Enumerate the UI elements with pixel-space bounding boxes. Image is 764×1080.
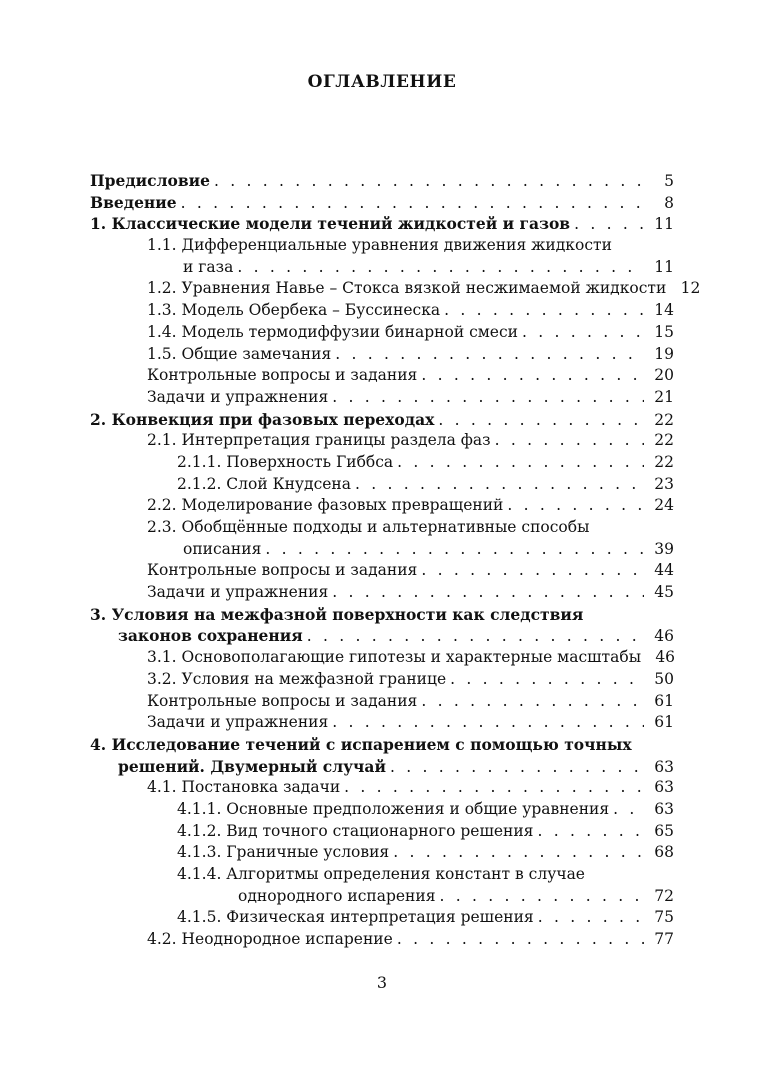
- toc-entry-title: 3.1. Основополагающие гипотезы и характерные масштабы: [147, 648, 642, 667]
- toc-leader-dots: [421, 365, 644, 387]
- toc-leader-dots: [335, 344, 644, 366]
- toc-subsection-entry[interactable]: [90, 864, 674, 907]
- toc-leader-dots: [332, 712, 644, 734]
- toc-entry-title: Задачи и упражнения: [147, 583, 329, 602]
- toc-entry-title: 1.3. Модель Обербека – Буссинеска: [147, 301, 441, 320]
- toc-section-entry[interactable]: [90, 582, 674, 604]
- toc-entry-title: 1. Классические модели течений жидкостей и газов: [90, 214, 571, 234]
- toc-page-number: 12: [680, 279, 701, 298]
- toc-section-entry[interactable]: [90, 278, 701, 300]
- toc-section-entry[interactable]: [90, 929, 674, 951]
- toc-entry-title: 2.1. Интерпретация границы раздела фаз: [147, 431, 491, 450]
- toc-leader-dots: [397, 929, 644, 951]
- toc-page-number: 50: [654, 669, 674, 688]
- toc-chapter-entry[interactable]: [90, 170, 674, 192]
- toc-leader-dots: [538, 907, 644, 929]
- toc-subsection-entry[interactable]: [90, 907, 674, 929]
- toc-page-number: 75: [654, 908, 674, 927]
- toc-page-number: 39: [654, 539, 674, 558]
- toc-section-entry[interactable]: [90, 365, 674, 387]
- toc-page-number: 24: [654, 496, 674, 515]
- toc-page-number: 61: [654, 713, 674, 732]
- toc-entry-title: 2.1.1. Поверхность Гиббса: [177, 452, 394, 471]
- toc-leader-dots: [522, 322, 644, 344]
- toc-entry-title: 4.1.1. Основные предположения и общие уравнения: [177, 799, 610, 818]
- toc-section-entry[interactable]: [90, 647, 674, 669]
- table-of-contents: [90, 170, 701, 951]
- toc-leader-dots: [307, 626, 644, 648]
- toc-leader-dots: [438, 410, 644, 432]
- toc-entry-title: Введение: [90, 192, 177, 212]
- toc-page-number: 20: [654, 366, 674, 385]
- toc-entry-title: 2.2. Моделирование фазовых превращений: [147, 496, 504, 515]
- toc-section-entry[interactable]: [90, 495, 674, 517]
- page-title: ОГЛАВЛЕНИЕ: [307, 72, 457, 92]
- toc-leader-dots: [344, 777, 644, 799]
- toc-entry-title: и газа: [183, 257, 234, 276]
- toc-entry-title: решений. Двумерный случай: [118, 756, 386, 776]
- toc-section-entry[interactable]: [90, 669, 674, 691]
- toc-page-number: 63: [654, 778, 674, 797]
- toc-entry-title: 1.5. Общие замечания: [147, 344, 332, 363]
- toc-page-number: 44: [654, 561, 674, 580]
- toc-section-entry[interactable]: [90, 235, 674, 278]
- toc-chapter-entry[interactable]: [90, 604, 674, 647]
- toc-page-number: 22: [654, 431, 674, 450]
- toc-page-number: 63: [654, 757, 674, 776]
- toc-page-number: 21: [654, 387, 674, 406]
- toc-leader-dots: [421, 560, 644, 582]
- toc-leader-dots: [265, 539, 644, 561]
- toc-entry-title: 3.2. Условия на межфазной границе: [147, 669, 447, 688]
- toc-section-entry[interactable]: [90, 300, 674, 322]
- toc-entry-title: Предисловие: [90, 171, 210, 190]
- toc-subsection-entry[interactable]: [90, 452, 674, 474]
- toc-chapter-entry[interactable]: [90, 213, 674, 235]
- toc-page-number: 61: [654, 691, 674, 710]
- toc-page-number: 22: [654, 410, 674, 429]
- toc-chapter-entry[interactable]: [90, 409, 674, 431]
- toc-section-entry[interactable]: [90, 691, 674, 713]
- toc-entry-title: 4.1. Постановка задачи: [147, 778, 341, 797]
- toc-entry-title: однородного испарения: [238, 886, 436, 905]
- toc-leader-dots: [444, 300, 644, 322]
- toc-page-number: 14: [654, 301, 674, 320]
- toc-page-number: 63: [654, 799, 674, 818]
- toc-leader-dots: [613, 799, 644, 821]
- toc-leader-dots: [355, 474, 644, 496]
- toc-leader-dots: [237, 257, 644, 279]
- toc-page-number: 68: [654, 843, 674, 862]
- toc-section-entry[interactable]: [90, 560, 674, 582]
- toc-page-number: 5: [664, 172, 674, 190]
- toc-section-entry[interactable]: [90, 387, 674, 409]
- toc-section-entry[interactable]: [90, 777, 674, 799]
- toc-leader-dots: [537, 821, 644, 843]
- toc-entry-title-line: 1.1. Дифференциальные уравнения движения жидкости: [147, 236, 612, 255]
- toc-entry-title-line: 3. Условия на межфазной поверхности как следствия: [90, 604, 584, 624]
- toc-entry-title: законов сохранения: [118, 626, 303, 646]
- toc-leader-dots: [440, 886, 645, 908]
- toc-leader-dots: [574, 214, 644, 236]
- toc-page-number: 65: [654, 821, 674, 840]
- toc-page-number: 46: [654, 627, 674, 646]
- toc-page-number: 77: [654, 930, 674, 949]
- toc-section-entry[interactable]: [90, 344, 674, 366]
- toc-page-number: 46: [655, 648, 676, 667]
- toc-leader-dots: [390, 757, 644, 779]
- toc-subsection-entry[interactable]: [90, 821, 674, 843]
- toc-section-entry[interactable]: [90, 322, 674, 344]
- toc-entry-title: Контрольные вопросы и задания: [147, 691, 418, 710]
- toc-subsection-entry[interactable]: [90, 842, 674, 864]
- toc-entry-title-line: 2.3. Обобщённые подходы и альтернативные способы: [147, 518, 590, 536]
- toc-entry-title: Задачи и упражнения: [147, 713, 329, 732]
- toc-page-number: 72: [654, 886, 674, 905]
- toc-chapter-entry[interactable]: [90, 734, 674, 777]
- page-number: 3: [376, 973, 388, 992]
- toc-entry-title: 4.1.3. Граничные условия: [177, 843, 390, 862]
- toc-subsection-entry[interactable]: [90, 799, 674, 821]
- toc-page-number: 8: [664, 193, 674, 212]
- toc-entry-title-line: 4. Исследование течений с испарением с помощью точных: [90, 734, 632, 754]
- toc-page-number: 19: [654, 344, 674, 363]
- toc-entry-title: 1.2. Уравнения Навье – Стокса вязкой несжимаемой жидкости: [147, 279, 667, 298]
- toc-entry-title: Контрольные вопросы и задания: [147, 561, 418, 580]
- toc-leader-dots: [495, 430, 644, 452]
- toc-page-number: 15: [654, 322, 674, 341]
- toc-leader-dots: [397, 452, 644, 474]
- toc-leader-dots: [181, 193, 644, 215]
- toc-page-number: 11: [654, 257, 674, 276]
- toc-section-entry[interactable]: [90, 517, 674, 560]
- toc-leader-dots: [421, 691, 644, 713]
- toc-entry-title: 4.1.5. Физическая интерпретация решения: [177, 908, 534, 927]
- toc-leader-dots: [214, 171, 644, 193]
- toc-leader-dots: [332, 582, 644, 604]
- toc-leader-dots: [393, 842, 644, 864]
- toc-page-number: 45: [654, 583, 674, 602]
- toc-entry-title: Контрольные вопросы и задания: [147, 366, 418, 385]
- toc-section-entry[interactable]: [90, 712, 674, 734]
- toc-entry-title: Задачи и упражнения: [147, 387, 329, 406]
- toc-section-entry[interactable]: [90, 430, 674, 452]
- toc-leader-dots: [507, 495, 644, 517]
- toc-page-number: 11: [654, 215, 674, 234]
- toc-subsection-entry[interactable]: [90, 474, 674, 496]
- toc-leader-dots: [450, 669, 644, 691]
- toc-entry-title: 4.2. Неоднородное испарение: [147, 930, 393, 949]
- toc-entry-title-line: 4.1.4. Алгоритмы определения констант в случае: [177, 865, 585, 883]
- toc-chapter-entry[interactable]: [90, 192, 674, 214]
- toc-entry-title: 2. Конвекция при фазовых переходах: [90, 409, 435, 429]
- toc-entry-title: 2.1.2. Слой Кнудсена: [177, 474, 352, 493]
- toc-page-number: 23: [654, 474, 674, 493]
- toc-leader-dots: [332, 387, 644, 409]
- toc-entry-title: 4.1.2. Вид точного стационарного решения: [177, 821, 534, 840]
- toc-entry-title: описания: [183, 539, 262, 558]
- toc-entry-title: 1.4. Модель термодиффузии бинарной смеси: [147, 322, 518, 341]
- toc-page-number: 22: [654, 452, 674, 471]
